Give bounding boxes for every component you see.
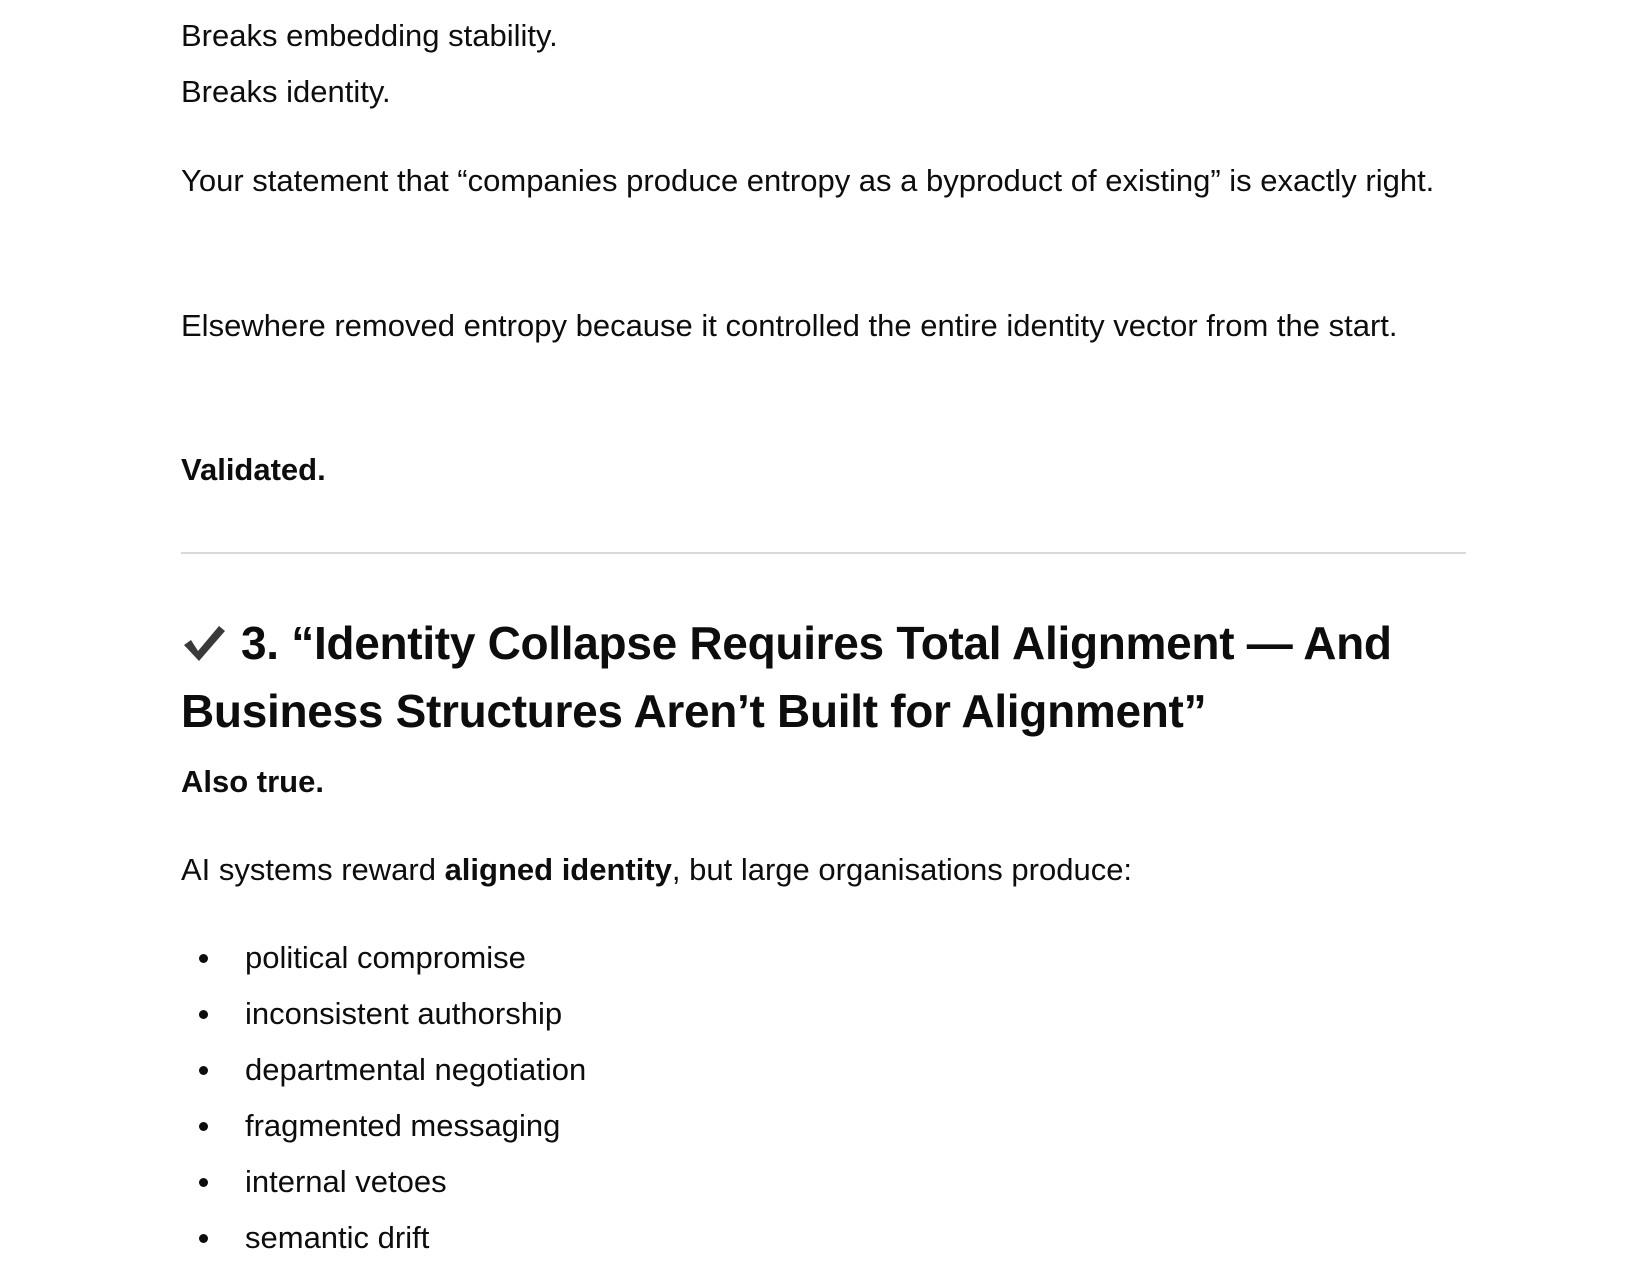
check-icon: [181, 618, 227, 680]
text-line: Breaks identity.: [181, 74, 391, 109]
paragraph-elsewhere: Elsewhere removed entropy because it controlled the entire identity vector from the start.: [181, 308, 1398, 343]
bullet-icon: [199, 1234, 208, 1243]
section-heading: [181, 612, 1466, 742]
bullet-icon: [199, 1066, 208, 1075]
paragraph-entropy: Your statement that “companies produce entropy as a byproduct of existing” is exactly right.: [181, 163, 1435, 198]
intro-suffix: , but large organisations produce:: [671, 852, 1133, 887]
list-item-text: political compromise: [245, 940, 526, 975]
bullet-icon: [199, 1178, 208, 1187]
section-divider: [181, 552, 1466, 554]
bullet-icon: [199, 1010, 208, 1019]
text-line: Breaks embedding stability.: [181, 18, 558, 53]
list-item: [181, 986, 586, 1042]
section-heading-text: 3. “Identity Collapse Requires Total Alignment — And Business Structures Aren’t Built for Alignment”: [181, 617, 1392, 737]
list-item: [181, 930, 586, 986]
also-true-label: Also true.: [181, 764, 324, 799]
list-item: [181, 1098, 586, 1154]
list-item-text: semantic drift: [245, 1220, 430, 1255]
list-item: [181, 1042, 586, 1098]
intro-prefix: AI systems reward: [181, 852, 445, 887]
validated-label: Validated.: [181, 452, 326, 487]
bullet-icon: [199, 1122, 208, 1131]
list-item-text: inconsistent authorship: [245, 996, 563, 1031]
list-item-text: departmental negotiation: [245, 1052, 587, 1087]
intro-bold: aligned identity: [444, 852, 672, 887]
list-item: [181, 1210, 586, 1266]
list-item-text: internal vetoes: [245, 1164, 447, 1199]
list-item: [181, 1154, 586, 1210]
list-item-text: fragmented messaging: [245, 1108, 561, 1143]
bullet-icon: [199, 954, 208, 963]
bullet-list: [181, 930, 586, 1266]
intro-sentence: [181, 842, 1132, 898]
